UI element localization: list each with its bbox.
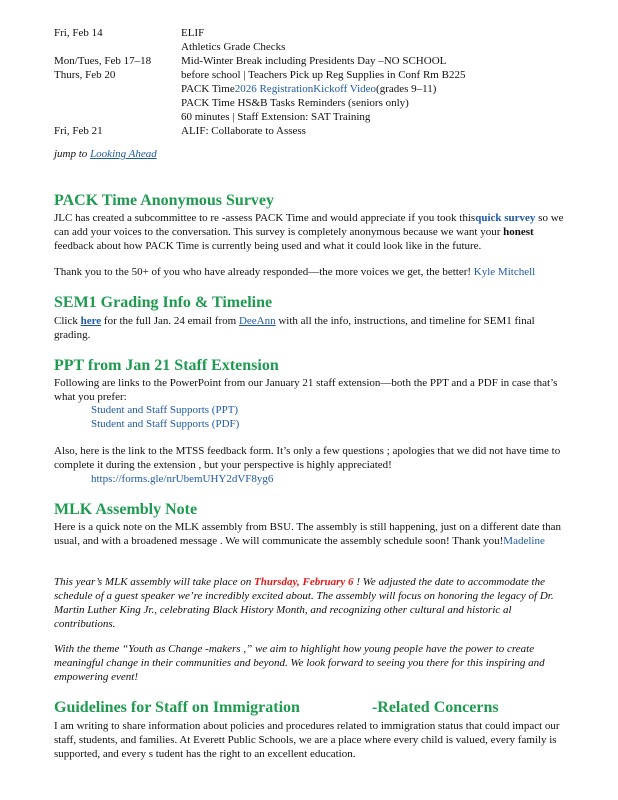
ppt-paragraph: Following are links to the PowerPoint from our January 21 staff extension—both the PPT and a PDF in case that’s what you prefer: — [54, 377, 558, 403]
schedule-event: 60 minutes | Staff Extension: SAT Training — [181, 111, 371, 123]
kyle-mitchell-link[interactable]: Kyle Mitchell — [473, 266, 536, 278]
pack-survey-thanks — [54, 265, 566, 279]
sem1-text-c: with all the info, instructions, and timeline for SEM1 final grading. — [54, 315, 535, 341]
pack-survey-paragraph — [54, 211, 566, 253]
looking-ahead-link[interactable]: Looking Ahead — [90, 148, 157, 160]
schedule-date — [54, 82, 181, 96]
schedule-event: before school | Teachers Pick up Reg Supplies in Conf Rm B225 — [181, 69, 466, 81]
schedule-date — [54, 96, 181, 110]
assembly-date: Thursday, February 6 — [254, 576, 354, 588]
here-link[interactable]: here — [80, 315, 102, 327]
schedule-date: Thurs, Feb 20 — [54, 69, 116, 81]
schedule-row — [54, 40, 594, 54]
pdf-link[interactable]: Student and Staff Supports (PDF) — [91, 418, 240, 430]
mlk-heading: MLK Assembly Note — [54, 501, 198, 518]
schedule-event: ELIF — [181, 27, 205, 39]
schedule-row — [54, 96, 594, 110]
pack-survey-text-b: so we can add your voices to the conversation. This survey is completely anonymous because we want your — [54, 212, 564, 238]
sem1-text-b: for the full Jan. 24 email from — [101, 315, 239, 327]
mlk-assembly-text-b: ! We adjusted the date to accommodate the schedule of a guest speaker we’re incredibly excited about. The assembly will focus on honoring the legacy of Dr. Martin Luther King Jr., celebrating Black History Month, and recognizing other cultural and historic al contributions. — [54, 576, 554, 630]
mlk-assembly-text-a: This year’s MLK assembly will take place on — [54, 576, 255, 588]
schedule-event: Mid-Winter Break including Presidents Day –NO SCHOOL — [181, 55, 447, 67]
mlk-assembly-paragraph — [54, 575, 566, 631]
quick-survey-link[interactable]: quick survey — [475, 212, 536, 224]
schedule-event: ALIF: Collaborate to Assess — [181, 125, 306, 137]
schedule-row — [54, 68, 594, 82]
mlk-paragraph — [54, 520, 566, 548]
schedule-date: Fri, Feb 21 — [54, 125, 103, 137]
madeline-link[interactable]: Madeline — [503, 535, 545, 547]
registration-video-link[interactable]: 2026 RegistrationKickoff Video — [234, 83, 377, 95]
mlk-text: Here is a quick note on the MLK assembly from BSU. The assembly is still happening, just on a different date than usual, and with a broadened message . We will communicate the assembly schedule soon! Thank you! — [54, 521, 562, 547]
pack-survey-thanks-text: Thank you to the 50+ of you who have already responded—the more voices we get, the better! — [54, 266, 474, 278]
pack-survey-text-c: feedback about how PACK Time is currently being used and what it could look like in the future. — [54, 240, 482, 252]
deeann-link[interactable]: DeeAnn — [238, 315, 276, 327]
sem1-text-a: Click — [54, 315, 81, 327]
schedule-date — [54, 110, 181, 124]
sem1-paragraph — [54, 314, 566, 342]
schedule-row — [54, 124, 594, 138]
ppt-heading: PPT from Jan 21 Staff Extension — [54, 357, 279, 374]
schedule-list — [54, 26, 594, 138]
schedule-row — [54, 54, 594, 68]
mtss-paragraph: Also, here is the link to the MTSS feedback form. It’s only a few questions ; apologies that we did not have time to complete it during the extension , but your perspective is highly appreciated! — [54, 445, 561, 471]
immigration-heading — [54, 698, 499, 718]
pack-survey-heading: PACK Time Anonymous Survey — [54, 192, 275, 209]
mtss-form-link[interactable]: https://forms.gle/nrUbemUHY2dVF8yg6 — [91, 473, 274, 485]
pack-survey-bold: honest — [503, 226, 534, 238]
schedule-row — [54, 26, 594, 40]
schedule-date: Fri, Feb 14 — [54, 27, 103, 39]
immigration-paragraph: I am writing to share information about policies and procedures related to immigration status that could impact our staff, students, and families. At Everett Public Schools, we are a place where every child is valued, every family is supported, and every s tudent has the right to an excellent education. — [54, 720, 560, 760]
schedule-date: Mon/Tues, Feb 17–18 — [54, 55, 152, 67]
jump-prefix: jump to — [54, 148, 91, 160]
schedule-date — [54, 40, 181, 54]
schedule-event-suffix: (grades 9–11) — [376, 83, 437, 95]
schedule-row — [54, 110, 594, 124]
immigration-heading-a: Guidelines for Staff on Immigration — [54, 699, 300, 716]
sem1-heading: SEM1 Grading Info & Timeline — [54, 294, 273, 311]
schedule-event: Athletics Grade Checks — [181, 41, 286, 53]
schedule-row — [54, 82, 594, 96]
jump-line — [54, 148, 157, 160]
ppt-link[interactable]: Student and Staff Supports (PPT) — [91, 404, 239, 416]
pack-survey-text-a: JLC has created a subcommittee to re -assess PACK Time and would appreciate if you took this — [54, 212, 476, 224]
mlk-theme-paragraph: With the theme “Youth as Change -makers ,” we aim to highlight how young people have the power to create meaningful change in their communities and beyond. We look forward to seeing you there for this inspiring and empowering event! — [54, 643, 545, 683]
immigration-heading-b: -Related Concerns — [371, 699, 499, 716]
schedule-event: PACK Time HS&B Tasks Reminders (seniors only) — [181, 97, 409, 109]
schedule-event-prefix: PACK Time — [181, 83, 235, 95]
schedule-event — [181, 82, 594, 96]
